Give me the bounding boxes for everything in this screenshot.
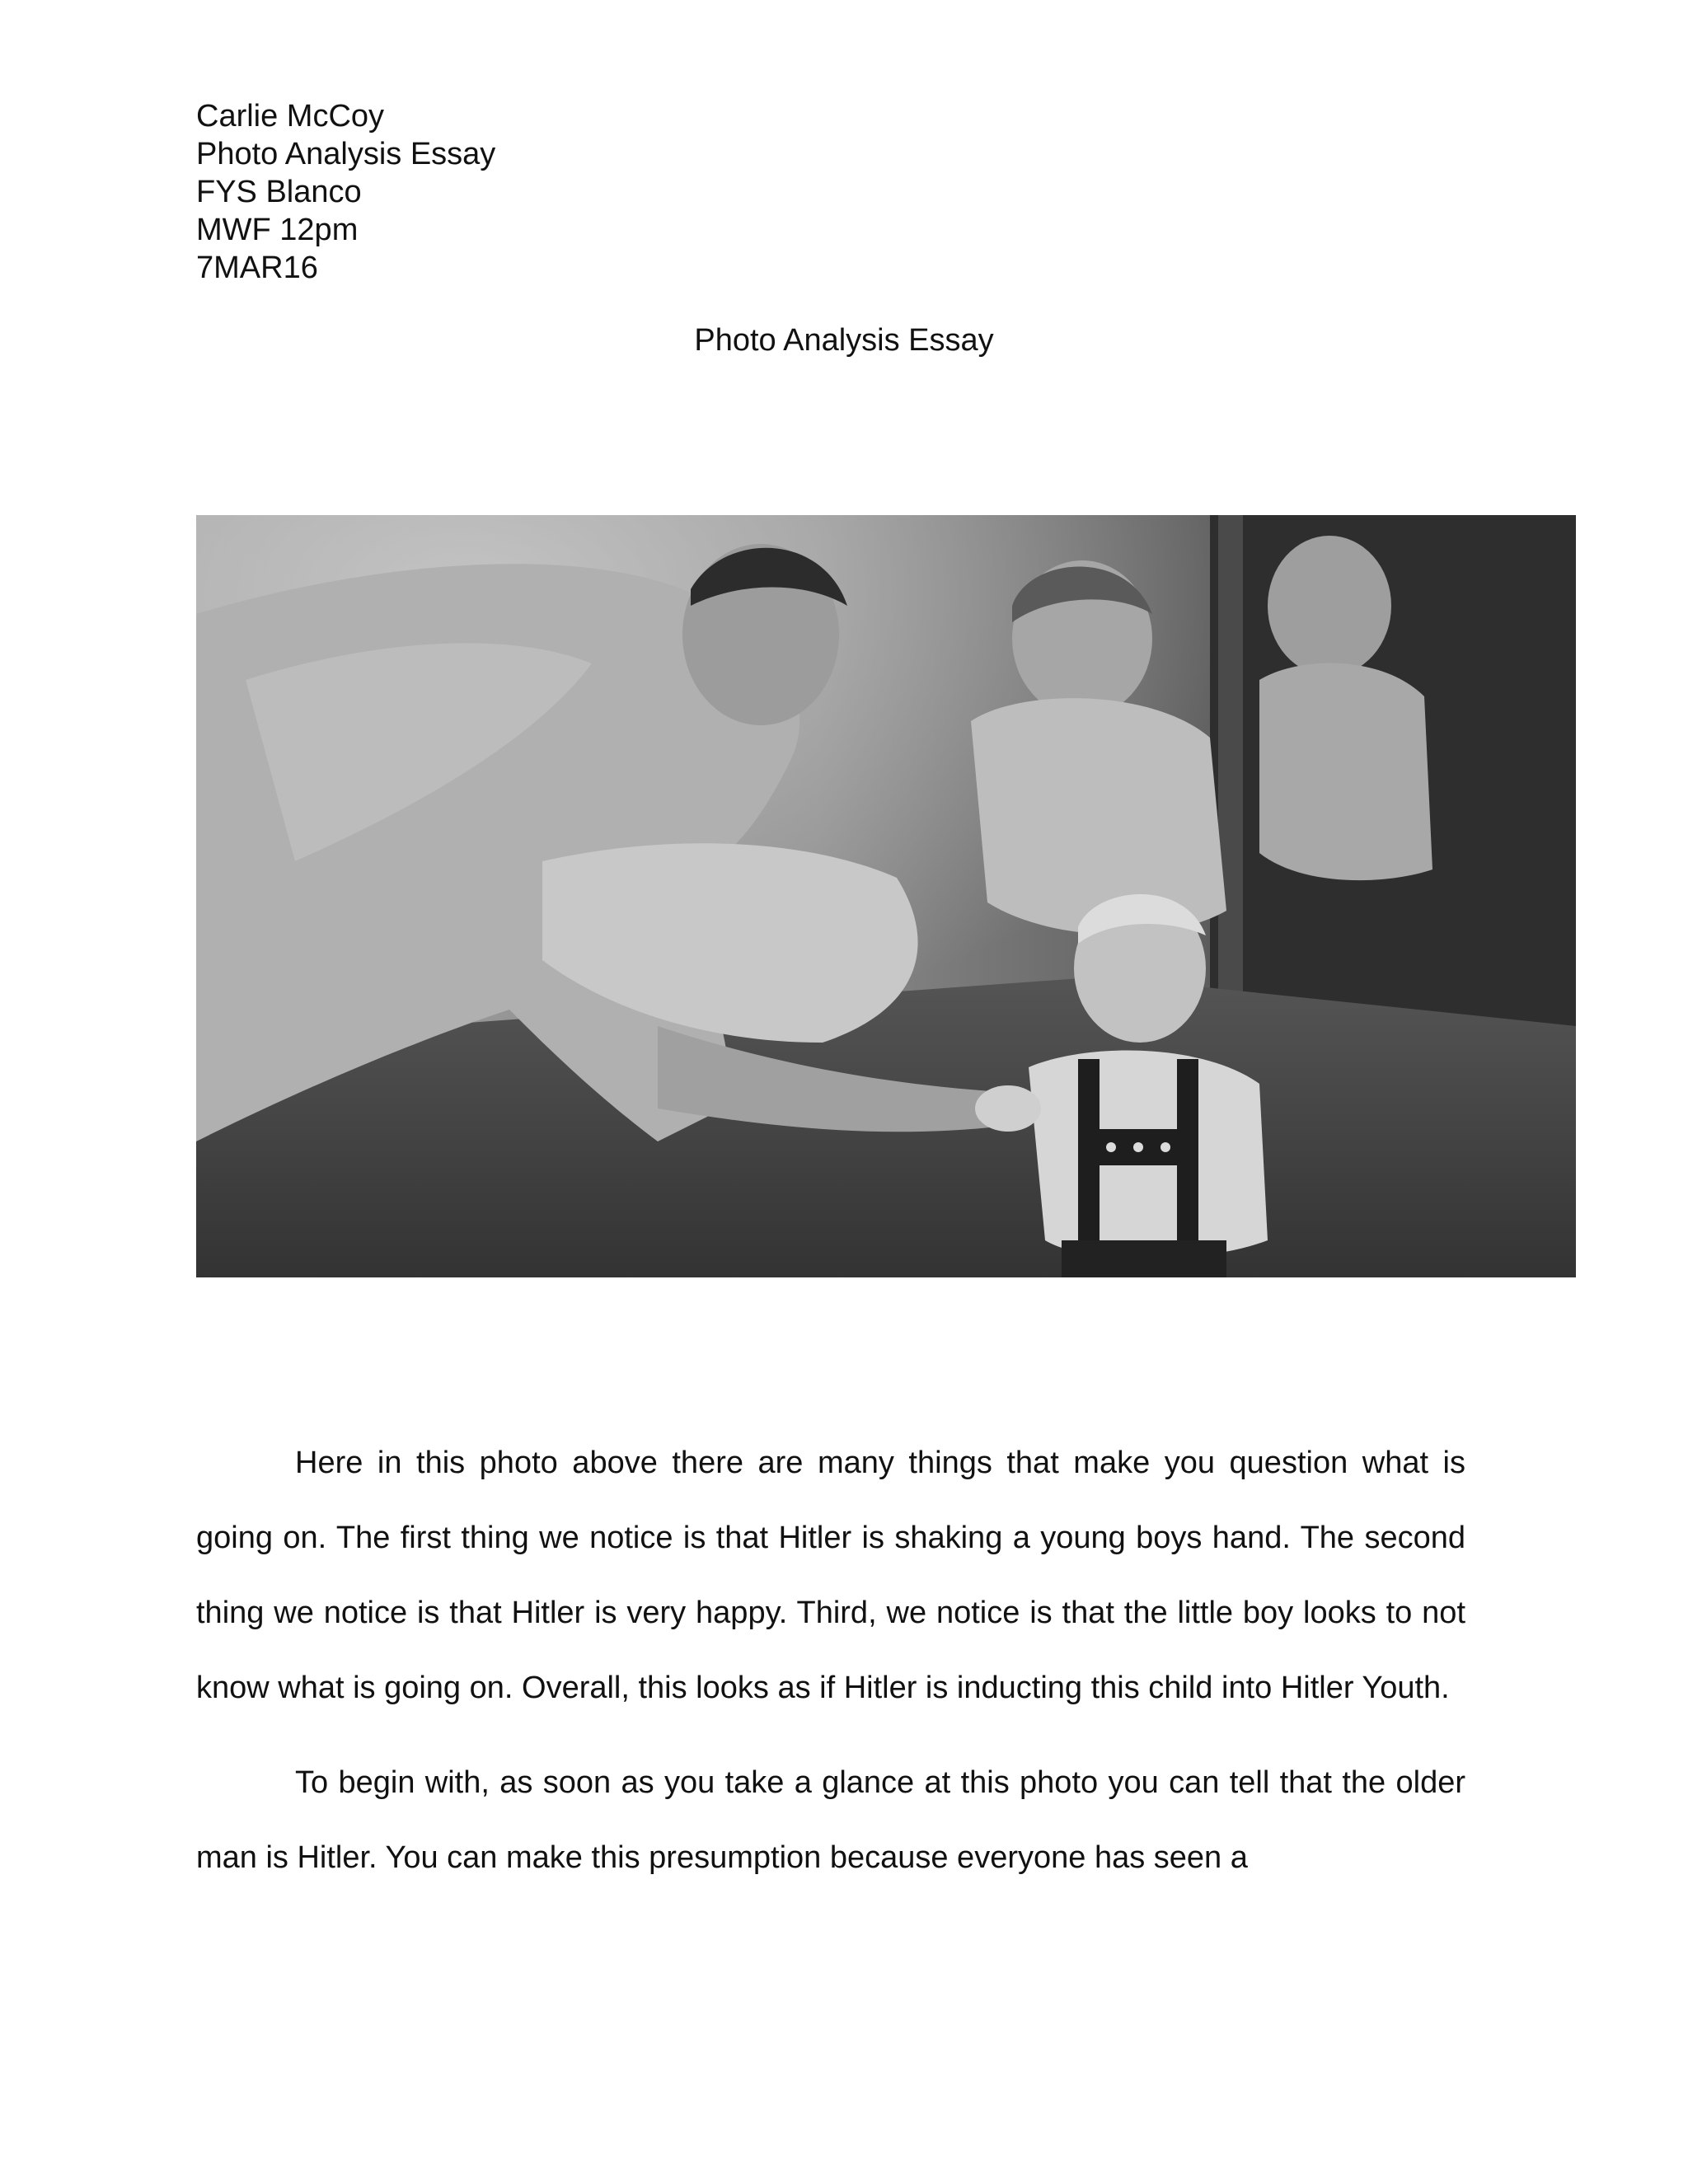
author-name: Carlie McCoy bbox=[196, 99, 385, 134]
essay-title: Photo Analysis Essay bbox=[694, 323, 994, 358]
paragraph-2: To begin with, as soon as you take a glance at this photo you can tell that the older man is Hitler. You can make this presumption because everyone has seen a bbox=[196, 1765, 1465, 1875]
class-schedule: MWF 12pm bbox=[196, 213, 359, 247]
course-name: FYS Blanco bbox=[196, 175, 362, 209]
assignment-name: Photo Analysis Essay bbox=[196, 137, 496, 171]
historical-photo bbox=[196, 515, 1576, 1277]
essay-date: 7MAR16 bbox=[196, 251, 318, 285]
paragraph-1: Here in this photo above there are many things that make you question what is going on. The first thing we notice is that Hitler is shaking a young boys hand. The second thing we notice is that Hitler is very happy. Third, we notice is that the little boy looks to not know what is going on. Overall, this looks as if Hitler is inducting this child into Hitler Youth. bbox=[196, 1446, 1465, 1705]
header-block bbox=[196, 97, 495, 287]
essay-body bbox=[196, 1426, 1465, 1915]
